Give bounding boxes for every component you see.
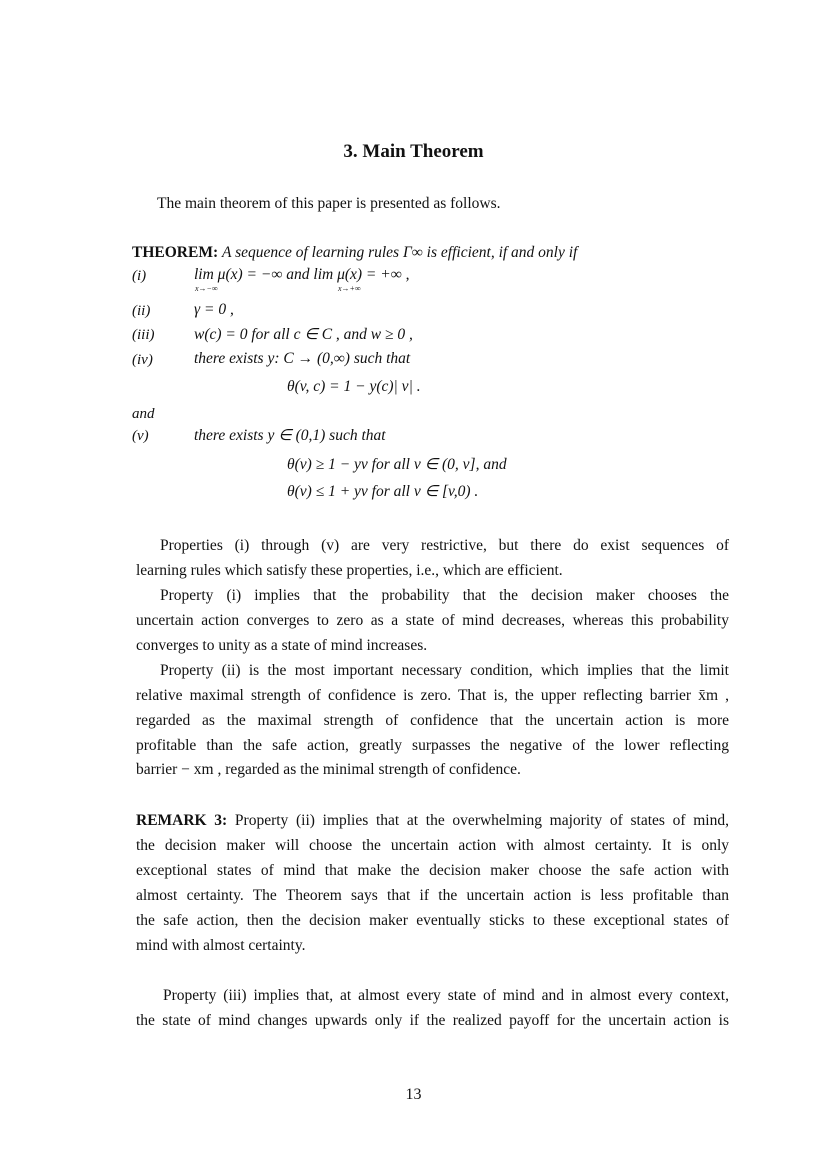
remark-line: almost certainty. The Theorem says that if the uncertain action is less profitable than — [136, 887, 729, 904]
intro-text: The main theorem of this paper is presented as follows. — [157, 195, 501, 212]
item-iii-label: (iii) — [132, 327, 155, 343]
paragraph-4-line: Property (iii) implies that, at almost every state of mind and in almost every context, — [163, 987, 729, 1004]
item-v-label: (v) — [132, 428, 149, 444]
item-iii-text: w(c) = 0 for all c ∈ C , and w ≥ 0 , — [194, 326, 413, 343]
remark-line: the safe action, then the decision maker eventually sticks to these exceptional states of — [136, 912, 729, 929]
paragraph-3-line: barrier − xm , regarded as the minimal strength of confidence. — [136, 761, 521, 778]
item-iv-label: (iv) — [132, 352, 153, 368]
theorem-line — [132, 244, 577, 262]
item-ii-text: γ = 0 , — [194, 301, 234, 318]
remark-line: mind with almost certainty. — [136, 937, 306, 954]
remark-first-line — [136, 812, 729, 830]
paragraph-3-line: regarded as the maximal strength of confidence that the uncertain action is more — [136, 712, 729, 729]
item-ii-label: (ii) — [132, 303, 151, 319]
remark-heading: REMARK 3: — [136, 812, 228, 829]
paragraph-4-line: the state of mind changes upwards only if the realized payoff for the uncertain action is — [136, 1012, 729, 1029]
paragraph-3-line: Property (ii) is the most important necessary condition, which implies that the limit — [160, 662, 729, 679]
section-title: 3. Main Theorem — [343, 141, 484, 162]
paragraph-2-line: uncertain action converges to zero as a state of mind decreases, whereas this probability — [136, 612, 729, 629]
theorem-heading: THEOREM: — [132, 244, 219, 261]
paragraph-1-line: learning rules which satisfy these properties, i.e., which are efficient. — [136, 562, 563, 579]
page-number: 13 — [405, 1086, 422, 1103]
and-connector: and — [132, 406, 155, 422]
item-v-text: there exists y ∈ (0,1) such that — [194, 427, 386, 444]
item-v-equation-2: θ(v) ≤ 1 + yv for all v ∈ [v,0) . — [287, 483, 479, 500]
item-iv-text: there exists y: C → (0,∞) such that — [194, 350, 411, 367]
item-i-lim1-sub: x→−∞ — [195, 284, 218, 293]
item-iv-equation: θ(v, c) = 1 − y(c)| v| . — [287, 378, 421, 395]
item-i-text: lim μ(x) = −∞ and lim μ(x) = +∞ , — [194, 266, 410, 283]
theorem-statement: A sequence of learning rules Γ∞ is efficient, if and only if — [222, 244, 578, 261]
paragraph-2-line: converges to unity as a state of mind increases. — [136, 637, 428, 654]
remark-line: exceptional states of mind that make the decision maker choose the safe action with — [136, 862, 729, 879]
remark-line: the decision maker will choose the uncertain action with almost certainty. It is only — [136, 837, 729, 854]
remark-line: Property (ii) implies that at the overwhelming majority of states of mind, — [234, 812, 729, 829]
paragraph-2-line: Property (i) implies that the probability that the decision maker chooses the — [160, 587, 729, 604]
item-i-label: (i) — [132, 268, 147, 284]
paragraph-3-line: profitable than the safe action, greatly surpasses the negative of the lower reflecting — [136, 737, 729, 754]
paragraph-1-line: Properties (i) through (v) are very restrictive, but there do exist sequences of — [160, 537, 729, 554]
item-i-lim2-sub: x→+∞ — [338, 284, 361, 293]
paragraph-3-line: relative maximal strength of confidence is zero. That is, the upper reflecting barrier x̄m , — [136, 687, 729, 704]
item-v-equation-1: θ(v) ≥ 1 − yv for all v ∈ (0, v], and — [287, 456, 507, 473]
